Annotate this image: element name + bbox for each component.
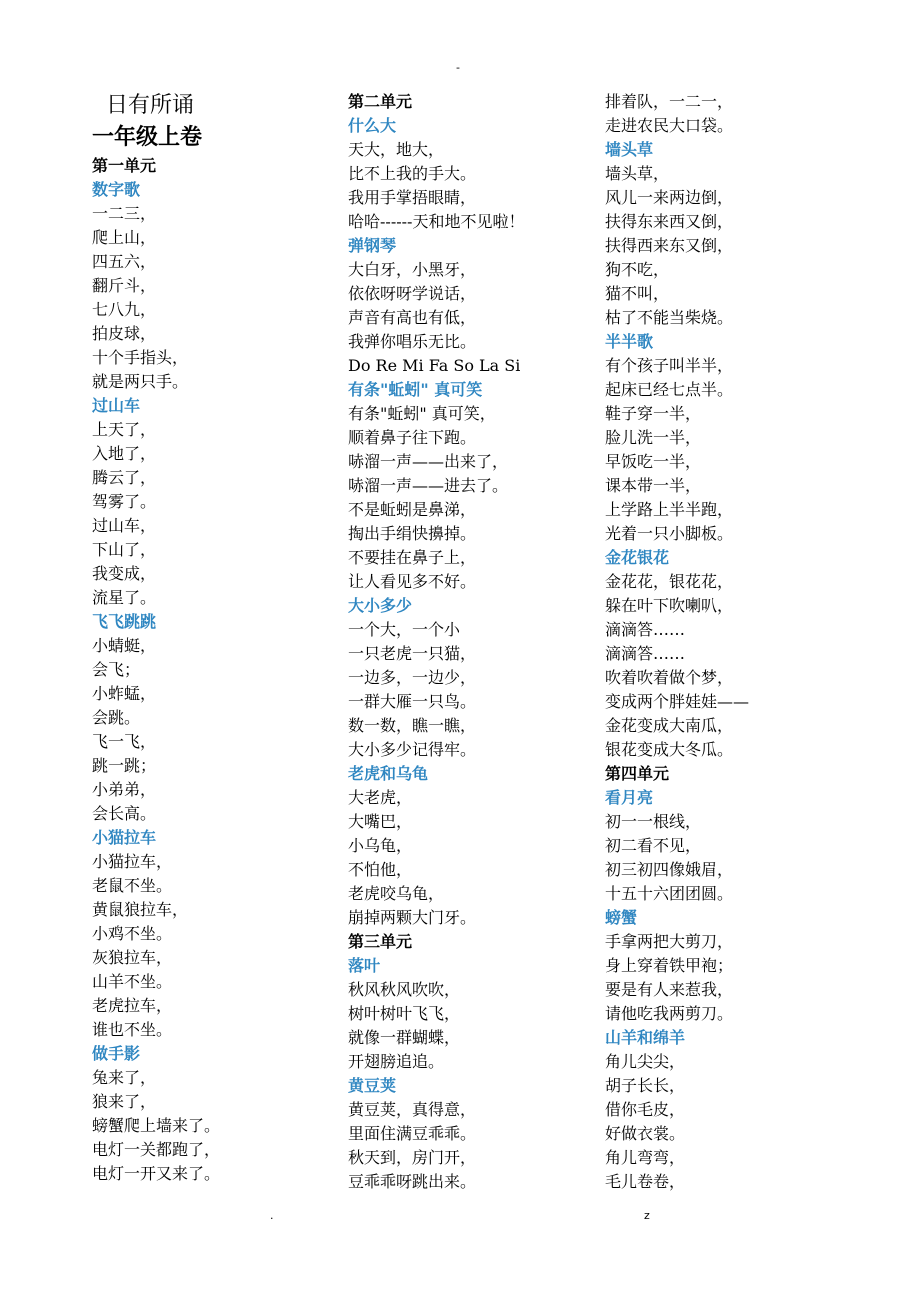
verse-line: 上学路上半半跑， — [605, 500, 734, 519]
verse-line: 大嘴巴， — [348, 812, 413, 831]
verse-line: 老鼠不坐。 — [92, 876, 173, 895]
verse-line: 排着队，一二一， — [605, 92, 734, 111]
unit-heading: 第一单元 — [92, 156, 157, 175]
verse-line: 会跳。 — [92, 708, 141, 727]
verse-line: 初三初四像娥眉， — [605, 860, 734, 879]
verse-line: 哧溜一声——出来了， — [348, 452, 509, 471]
page-header-mark: - — [456, 61, 460, 74]
poem-title: 山羊和绵羊 — [605, 1028, 686, 1047]
column-middle — [348, 90, 598, 1194]
verse-line: 秋风秋风吹吹， — [348, 980, 461, 999]
verse-line: 七八九， — [92, 300, 157, 319]
verse-line: 入地了， — [92, 444, 157, 463]
verse-line: 躲在叶下吹喇叭， — [605, 596, 734, 615]
verse-line: 豆乖乖呀跳出来。 — [348, 1172, 477, 1191]
verse-line: 初二看不见， — [605, 836, 702, 855]
verse-line: 就像一群蝴蝶， — [348, 1028, 461, 1047]
column-left — [92, 90, 332, 1186]
verse-line: 手拿两把大剪刀， — [605, 932, 734, 951]
verse-line: 狗不吃， — [605, 260, 670, 279]
verse-line: 我弹你唱乐无比。 — [348, 332, 477, 351]
verse-line: 脸儿洗一半， — [605, 428, 702, 447]
poem-title: 弹钢琴 — [348, 236, 397, 255]
verse-line: 黄鼠狼拉车， — [92, 900, 189, 919]
verse-line: 谁也不坐。 — [92, 1020, 173, 1039]
verse-line: 让人看见多不好。 — [348, 572, 477, 591]
verse-line: 爬上山， — [92, 228, 157, 247]
verse-line: 大白牙，小黑牙， — [348, 260, 477, 279]
verse-line: 吹着吹着做个梦， — [605, 668, 734, 687]
verse-line: 不要挂在鼻子上， — [348, 548, 477, 567]
verse-line: 树叶树叶飞飞， — [348, 1004, 461, 1023]
verse-line: 里面住满豆乖乖。 — [348, 1124, 477, 1143]
verse-line: 鞋子穿一半， — [605, 404, 702, 423]
verse-line: 大老虎， — [348, 788, 413, 807]
verse-line: 我用手掌捂眼睛， — [348, 188, 477, 207]
verse-line: 一边多，一边少， — [348, 668, 477, 687]
verse-line: 十五十六团团圆。 — [605, 884, 734, 903]
verse-line: 兔来了， — [92, 1068, 157, 1087]
verse-line: 请他吃我两剪刀。 — [605, 1004, 734, 1023]
poem-title: 半半歌 — [605, 332, 654, 351]
document-subtitle: 一年级上卷 — [92, 125, 203, 150]
verse-line: 电灯一开又来了。 — [92, 1164, 221, 1183]
poem-title: 看月亮 — [605, 788, 654, 807]
verse-line: 有条"蚯蚓" 真可笑， — [348, 404, 496, 423]
verse-line: 灰狼拉车， — [92, 948, 173, 967]
verse-line: 角儿弯弯， — [605, 1148, 686, 1167]
verse-line: 课本带一半， — [605, 476, 702, 495]
verse-line: 风儿一来两边倒， — [605, 188, 734, 207]
verse-line: 下山了， — [92, 540, 157, 559]
verse-line: Do Re Mi Fa So La Si — [348, 356, 521, 375]
poem-title: 黄豆荚 — [348, 1076, 397, 1095]
verse-line: 小蚱蜢， — [92, 684, 157, 703]
document-title: 日有所诵 — [106, 93, 195, 118]
verse-line: 金花花，银花花， — [605, 572, 734, 591]
poem-title: 小猫拉车 — [92, 828, 157, 847]
verse-line: 银花变成大冬瓜。 — [605, 740, 734, 759]
verse-line: 比不上我的手大。 — [348, 164, 477, 183]
verse-line: 飞一飞， — [92, 732, 157, 751]
verse-line: 顺着鼻子往下跑。 — [348, 428, 477, 447]
verse-line: 早饭吃一半， — [605, 452, 702, 471]
poem-title: 老虎和乌龟 — [348, 764, 429, 783]
verse-line: 上天了， — [92, 420, 157, 439]
verse-line: 螃蟹爬上墙来了。 — [92, 1116, 221, 1135]
verse-line: 电灯一关都跑了， — [92, 1140, 221, 1159]
verse-line: 山羊不坐。 — [92, 972, 173, 991]
verse-line: 枯了不能当柴烧。 — [605, 308, 734, 327]
unit-heading: 第三单元 — [348, 932, 413, 951]
verse-line: 小猫拉车， — [92, 852, 173, 871]
verse-line: 有个孩子叫半半， — [605, 356, 734, 375]
verse-line: 开翅膀追追。 — [348, 1052, 445, 1071]
verse-line: 流星了。 — [92, 588, 157, 607]
poem-title: 过山车 — [92, 396, 141, 415]
verse-line: 崩掉两颗大门牙。 — [348, 908, 477, 927]
poem-title: 做手影 — [92, 1044, 141, 1063]
page-footer-mark-left: . — [270, 1209, 274, 1222]
verse-line: 声音有高也有低， — [348, 308, 477, 327]
verse-line: 猫不叫， — [605, 284, 670, 303]
poem-title: 墙头草 — [605, 140, 654, 159]
verse-line: 一群大雁一只鸟。 — [348, 692, 477, 711]
verse-line: 狼来了， — [92, 1092, 157, 1111]
verse-line: 一只老虎一只猫， — [348, 644, 477, 663]
verse-line: 我变成， — [92, 564, 157, 583]
verse-line: 光着一只小脚板。 — [605, 524, 734, 543]
verse-line: 哈哈------天和地不见啦！ — [348, 212, 525, 231]
verse-line: 数一数，瞧一瞧， — [348, 716, 477, 735]
verse-line: 扶得东来西又倒， — [605, 212, 734, 231]
verse-line: 秋天到，房门开， — [348, 1148, 477, 1167]
verse-line: 起床已经七点半。 — [605, 380, 734, 399]
verse-line: 角儿尖尖， — [605, 1052, 686, 1071]
poem-title: 大小多少 — [348, 596, 413, 615]
verse-line: 身上穿着铁甲袍； — [605, 956, 734, 975]
poem-title: 螃蟹 — [605, 908, 638, 927]
verse-line: 天大，地大， — [348, 140, 445, 159]
verse-line: 小鸡不坐。 — [92, 924, 173, 943]
verse-line: 拍皮球， — [92, 324, 157, 343]
verse-line: 金花变成大南瓜， — [605, 716, 734, 735]
unit-heading: 第二单元 — [348, 92, 413, 111]
poem-title: 金花银花 — [605, 548, 670, 567]
verse-line: 会长高。 — [92, 804, 157, 823]
verse-line: 跳一跳； — [92, 756, 157, 775]
verse-line: 老虎咬乌龟， — [348, 884, 445, 903]
verse-line: 一个大，一个小 — [348, 620, 461, 639]
verse-line: 腾云了， — [92, 468, 157, 487]
poem-title: 有条"蚯蚓" 真可笑 — [348, 380, 483, 399]
verse-line: 依依呀呀学说话， — [348, 284, 477, 303]
verse-line: 过山车， — [92, 516, 157, 535]
verse-line: 毛儿卷卷， — [605, 1172, 686, 1191]
verse-line: 初一一根线， — [605, 812, 702, 831]
verse-line: 会飞； — [92, 660, 141, 679]
verse-line: 好做衣裳。 — [605, 1124, 686, 1143]
verse-line: 掏出手绢快擤掉。 — [348, 524, 477, 543]
column-right — [605, 90, 905, 1194]
verse-line: 扶得西来东又倒， — [605, 236, 734, 255]
poem-title: 数字歌 — [92, 180, 141, 199]
page-footer-mark-right: z — [644, 1209, 650, 1222]
verse-line: 一二三， — [92, 204, 157, 223]
verse-line: 驾雾了。 — [92, 492, 157, 511]
verse-line: 大小多少记得牢。 — [348, 740, 477, 759]
verse-line: 就是两只手。 — [92, 372, 189, 391]
verse-line: 老虎拉车， — [92, 996, 173, 1015]
verse-line: 翻斤斗， — [92, 276, 157, 295]
verse-line: 滴滴答…… — [605, 644, 686, 663]
verse-line: 胡子长长， — [605, 1076, 686, 1095]
verse-line: 十个手指头， — [92, 348, 189, 367]
verse-line: 小乌龟， — [348, 836, 413, 855]
poem-title: 什么大 — [348, 116, 397, 135]
verse-line: 变成两个胖娃娃—— — [605, 692, 750, 711]
verse-line: 小蜻蜓， — [92, 636, 157, 655]
verse-line: 滴滴答…… — [605, 620, 686, 639]
poem-title: 落叶 — [348, 956, 381, 975]
verse-line: 墙头草， — [605, 164, 670, 183]
verse-line: 不怕他， — [348, 860, 413, 879]
verse-line: 要是有人来惹我， — [605, 980, 734, 999]
poem-title: 飞飞跳跳 — [92, 612, 157, 631]
verse-line: 走进农民大口袋。 — [605, 116, 734, 135]
verse-line: 哧溜一声——进去了。 — [348, 476, 509, 495]
unit-heading: 第四单元 — [605, 764, 670, 783]
verse-line: 四五六， — [92, 252, 157, 271]
verse-line: 小弟弟， — [92, 780, 157, 799]
verse-line: 黄豆荚，真得意， — [348, 1100, 477, 1119]
verse-line: 不是蚯蚓是鼻涕， — [348, 500, 477, 519]
verse-line: 借你毛皮， — [605, 1100, 686, 1119]
